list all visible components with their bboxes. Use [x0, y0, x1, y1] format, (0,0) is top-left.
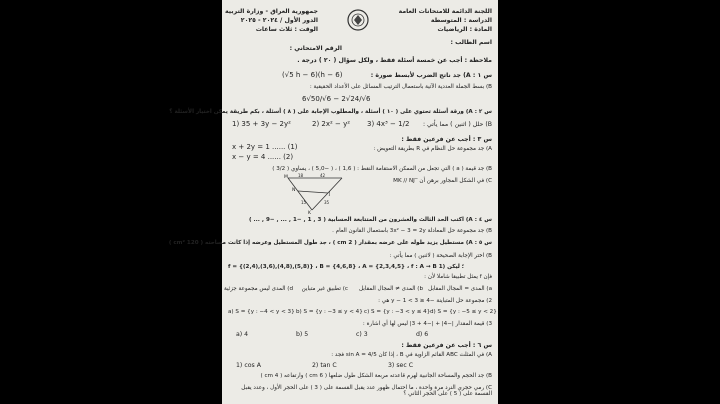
q5-absolute: 3) قيمة المقدار |−4| + |−4 + 3| ليس لها أي اشارة : [362, 321, 492, 327]
q5-choice-1b: b) المدى ≠ المجال المقابل [358, 286, 423, 292]
ministry-emblem-icon [346, 8, 370, 32]
q5-choice-3a: a) 4 [236, 331, 249, 338]
parallel-lines-figure [284, 172, 346, 214]
q6-a-item-1: 1) cos A [236, 362, 261, 369]
figure-label-15: 15 [301, 200, 307, 205]
q5-label: س ٥ : A) مستطيل يزيد طوله على عرضه بمقدار ( 2 cm ) ، جد طول المستطيل وعرضه إذا كانت مساحته ( 120 cm² ) [168, 240, 492, 246]
figure-label-n: N [292, 188, 296, 193]
q5-relation: f = {(2,4),(3,6),(4,8),(5,8)} ، B = {4,6,8} ، A = {2,3,4,5} ، f : A → B ؛ ليكن (1 [228, 264, 465, 270]
exam-number-label: الرقم الامتحاني : [289, 45, 342, 52]
q5-choice-1d: d) المدى ليس مجموعة جزئية [223, 286, 293, 292]
q3-eq2: x − y = 4 ...... (2) [232, 153, 294, 161]
q6-b: B) جد الحجم والمساحة الجانبية لهرم قاعدته مربعة الشكل طول ضلعها ( 6 cm ) وارتفاعه ( 4 cm ) [260, 373, 492, 379]
q6-label: س ٦ : أجب عن فرعين فقط : [401, 342, 492, 349]
q2-label: س ٢ : A) ورقة أسئلة تحتوي على ( ١٠ ) أسئلة ، والمطلوب الإجابة على ( ٨ ) أسئلة ، بكم طريقة يمكن اختيار الأسئلة ؟ [169, 109, 492, 115]
q5-choice-2d: d) S = {y : −5 ≤ y < 2} [430, 309, 497, 315]
student-name-label: اسم الطالب : [450, 39, 492, 46]
q3-eq1: x + 2y = 1 ...... (1) [232, 143, 298, 151]
q1-label: س ١ : A) جد ناتج الضرب لأبسط صورة : [370, 72, 492, 79]
q6-a-item-2: 2) tan C [312, 362, 337, 369]
q5-choice-3c: c) 3 [356, 331, 368, 338]
q6-c: C) رمي حجري النرد مرة واحدة ، ما احتمال ظهور عدد يقبل القسمة على ( 3 ) على الحجر الأول ، وعدد يقبل القسمة على ( 5 ) على الحجر الثاني ؟ [241, 385, 492, 398]
q3-b: B) جد قيمة ( a ) التي تجعل من الممكن الاستقامة النقط : ( 1,6 ) ، ( −5,0 ) ، يساوي ( 3/2 ) [272, 166, 492, 172]
q5-choice-2b: b) S = {y : −3 ≤ y < 4} [296, 309, 363, 315]
q1-b-expression: 6√50/√6 − 2√24/√6 [302, 95, 371, 103]
q1-expression: (√5 h − 6)(h − 6) [282, 71, 343, 79]
exam-note: ملاحظة : أجب عن خمسة أسئلة فقط ، ولكل سؤال ( ٢٠ ) درجة . [297, 57, 492, 64]
header-republic: جمهورية العراق - وزارة التربية [225, 8, 318, 15]
header-subject: المادة : الرياضيات [437, 26, 492, 33]
figure-label-k: K [308, 211, 311, 216]
q5-choice-2a: a) S = {y : −4 < y < 3} [228, 309, 295, 315]
q2-item-2: 2) 2x² − y² [312, 120, 351, 128]
q3-label: س ٣ : أجب عن فرعين فقط : [401, 136, 492, 143]
figure-label-42: 42 [320, 173, 326, 178]
header-session: الدور الأول / ٢٠٢٤ - ٢٠٢٥ [240, 17, 318, 24]
header-time: الوقت : ثلاث ساعات [255, 26, 318, 33]
q5-choice-1c: c) تطبيق غير متباين [301, 286, 348, 292]
q6-a: A) في المثلث ABC القائم الزاوية في B ، إذا كان sin A = 4/5 فجد : [331, 352, 492, 358]
q6-a-item-3: 3) sec C [388, 362, 414, 369]
q4-b: B) جد مجموعة حل المعادلة 3x² − 3 = 2y باستعمال القانون العام . [332, 228, 492, 234]
q5-b: B) اختر الإجابة الصحيحة ( لاثنين ) مما يأتي : [389, 253, 492, 259]
q5-choice-3d: d) 6 [416, 331, 429, 338]
q2-b: B) حلل ( اثنين ) مما يأتي : [422, 121, 492, 128]
q5-relation-2: فإن f يمثل تطبيقا شاملا لأن : [424, 274, 492, 280]
figure-label-m: M [284, 175, 288, 180]
q1-b: B) بسط الجملة العددية الآتية باستعمال الترتيب المسائل على الأعداد الحقيقية : [309, 84, 492, 90]
exam-paper [168, 0, 498, 404]
q3-a: A) جد مجموعة حل النظام في R بطريقة التعويض : [373, 146, 492, 152]
q5-inequality: 2) مجموعة حل المتباينة −4 ≤ y − 1 < 3 هي : [378, 298, 492, 304]
q4-label: س ٤ : A) اكتب الحد الثالث والعشرون من المتتابعة الحسابية ( 3 , 1 , −1 , ... , −9 , ... ) [249, 217, 492, 223]
q2-item-1: 1) 35 + 3y − 2y² [232, 120, 291, 128]
figure-label-35: 35 [324, 200, 330, 205]
figure-label-18: 18 [298, 173, 304, 178]
header-committee: اللجنة الدائمة للامتحانات العامة [398, 8, 492, 15]
q2-item-3: 3) 4x³ − 1/2 [367, 120, 410, 128]
figure-label-j: J [329, 192, 331, 197]
header-level: الدراسة : المتوسطة [430, 17, 492, 24]
q3-c: C) في الشكل المجاور برهن أن ‾MK // NJ [393, 178, 492, 184]
q5-choice-1a: a) المدى = المجال المقابل [428, 286, 492, 292]
q5-choice-2c: c) S = {y : −3 < y ≤ 4} [364, 309, 431, 315]
q5-choice-3b: b) 5 [296, 331, 309, 338]
